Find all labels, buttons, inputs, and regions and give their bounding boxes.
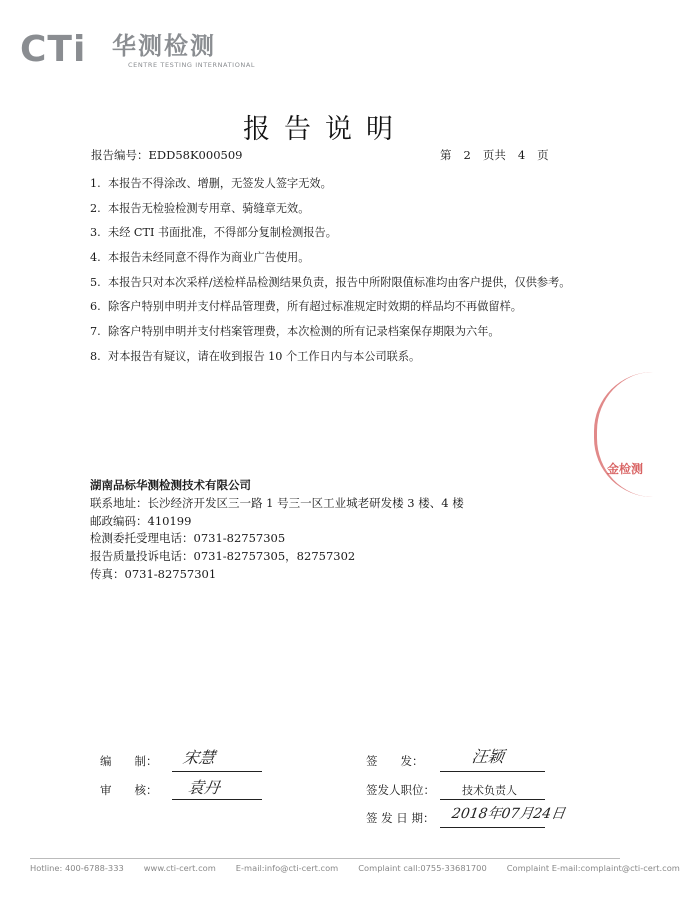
position-label: 签发人职位： (366, 783, 435, 797)
footer-complaint-email: Complaint E-mail:complaint@cti-cert.com (506, 863, 680, 873)
item-number: 1. (90, 177, 101, 190)
item-number: 7. (90, 325, 101, 339)
position-value: 技术负责人 (462, 784, 517, 797)
item-text: 本报告只对本次采样/送检样品检测结果负责，报告中所附限值标准均由客户提供，仅供参考。 (108, 275, 571, 289)
page-title: 报告说明 (243, 114, 407, 145)
reviewed-signature: 袁丹 (186, 778, 222, 797)
report-number-label: 报告编号： (91, 148, 149, 162)
company-fax: 传真：0731-82757301 (90, 566, 217, 581)
logo-chinese-text: 华测检测 (112, 32, 216, 60)
item-text: 本报告无检验检测专用章、骑缝章无效。 (108, 201, 310, 215)
footer-complaint-call: Complaint call:0755-33681700 (358, 863, 487, 873)
seal-text: 金检测 (607, 462, 644, 476)
page-current: 2 (463, 148, 471, 162)
company-address: 联系地址：长沙经济开发区三一路 1 号三一区工业城老研发楼 3 楼、4 楼 (90, 495, 464, 510)
item-text: 本报告不得涂改、增删，无签发人签字无效。 (108, 177, 332, 190)
item-text: 本报告未经同意不得作为商业广告使用。 (108, 251, 310, 265)
page-prefix: 第 (440, 148, 452, 162)
logo-english-text: CENTRE TESTING INTERNATIONAL (128, 61, 256, 69)
item-text: 除客户特别申明并支付样品管理费，所有超过标准规定时效期的样品均不再做留样。 (108, 300, 522, 314)
item-number: 2. (90, 201, 101, 215)
prepared-label: 编 制： (100, 754, 158, 768)
item-number: 4. (90, 251, 101, 265)
item-text: 对本报告有疑议，请在收到报告 10 个工作日内与本公司联系。 (108, 349, 421, 363)
footer-hotline: Hotline: 400-6788-333 (30, 863, 124, 873)
issued-label: 签 发： (366, 754, 424, 768)
date-value: 2018年07月24日 (450, 806, 567, 822)
company-phone-test: 检测委托受理电话：0731-82757305 (90, 531, 286, 546)
item-number: 6. (90, 300, 101, 314)
company-name: 湖南品标华测检测技术有限公司 (90, 478, 251, 492)
item-text: 未经 CTI 书面批准，不得部分复制检测报告。 (108, 226, 337, 240)
footer-divider (30, 858, 620, 859)
item-number: 8. (90, 349, 101, 363)
company-phone-complaint: 报告质量投诉电话：0731-82757305，82757302 (90, 549, 356, 564)
report-number-value: EDD58K000509 (148, 148, 243, 162)
prepared-line (172, 771, 262, 772)
issued-signature: 汪颖 (470, 747, 506, 766)
page-suffix: 页 (537, 148, 549, 162)
reviewed-label: 审 核： (100, 783, 158, 797)
company-postcode: 邮政编码：410199 (90, 513, 192, 528)
issued-line (440, 771, 545, 772)
footer-web: www.cti-cert.com (143, 863, 216, 873)
item-number: 5. (90, 275, 101, 289)
page-total-prefix: 页共 (482, 148, 506, 162)
item-number: 3. (90, 226, 101, 240)
footer (30, 863, 680, 873)
reviewed-line (172, 799, 262, 800)
date-label: 签 发 日 期： (366, 811, 435, 825)
logo-latin-text: CTi (20, 29, 87, 70)
date-line (440, 827, 545, 828)
prepared-signature: 宋慧 (181, 748, 217, 767)
position-line (440, 799, 545, 800)
footer-email: E-mail:info@cti-cert.com (235, 863, 339, 873)
item-text: 除客户特别申明并支付档案管理费，本次检测的所有记录档案保存期限为六年。 (108, 325, 500, 339)
page-total: 4 (517, 148, 526, 162)
